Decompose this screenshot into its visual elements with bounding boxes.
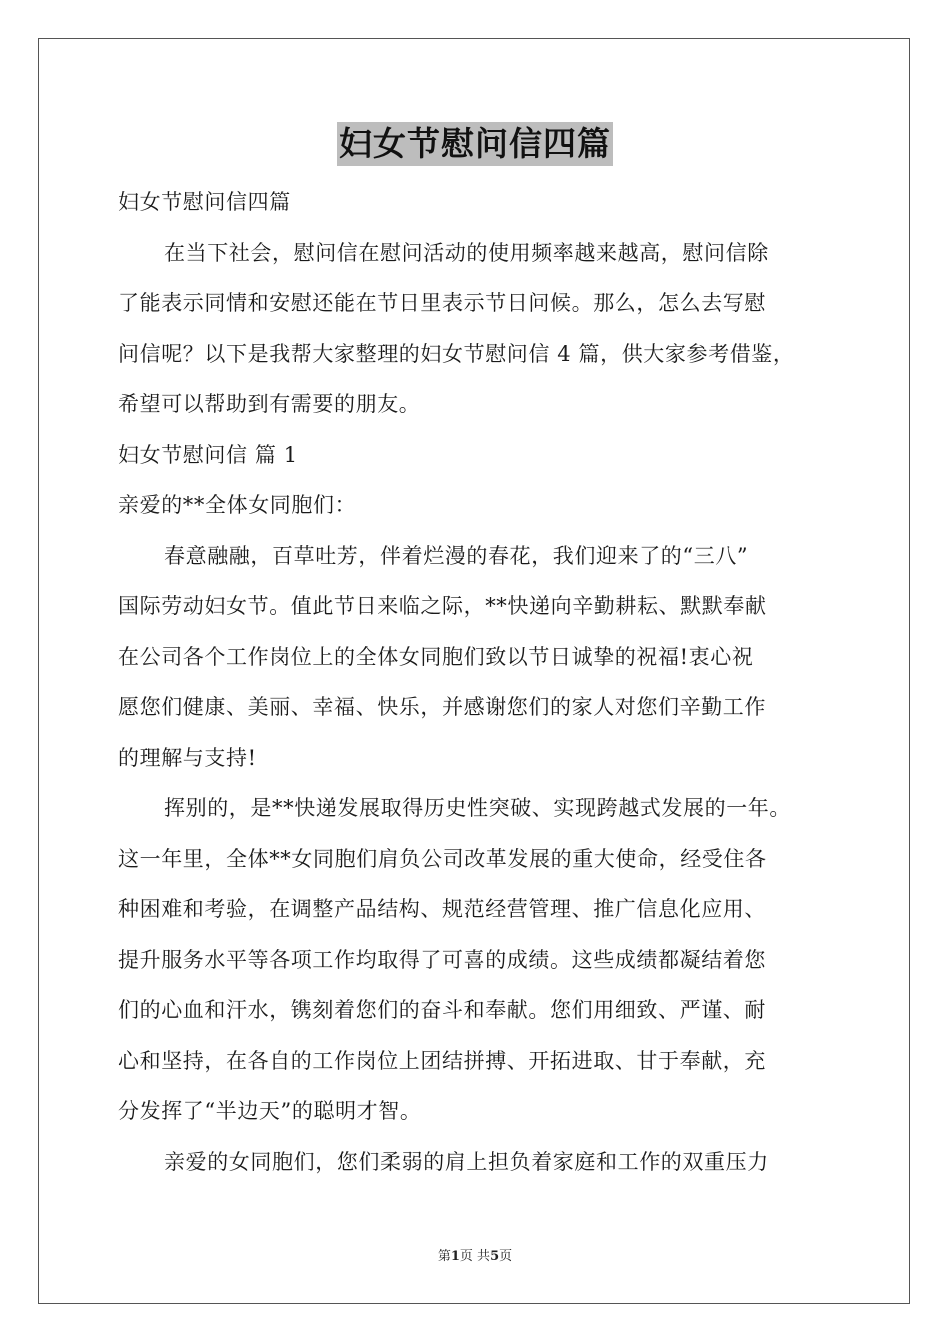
text-line: 妇女节慰问信 篇 1	[118, 442, 298, 467]
footer-page-number: 1	[450, 1249, 460, 1264]
document-body	[118, 177, 838, 1187]
document-title: 妇女节慰问信四篇	[337, 122, 613, 166]
text-line: 春意融融，百草吐芳，伴着烂漫的春花，我们迎来了的“三八”	[164, 543, 749, 568]
text-line: 的理解与支持!	[118, 745, 257, 770]
footer-prefix: 第	[437, 1249, 451, 1264]
text-line: 亲爱的女同胞们，您们柔弱的肩上担负着家庭和工作的双重压力	[164, 1149, 769, 1174]
text-line: 希望可以帮助到有需要的朋友。	[118, 392, 421, 416]
text-line: 提升服务水平等各项工作均取得了可喜的成绩。这些成绩都凝结着您	[118, 947, 766, 972]
footer-total-pages: 5	[490, 1249, 500, 1264]
text-line: 妇女节慰问信四篇	[118, 190, 291, 214]
text-line: 国际劳动妇女节。值此节日来临之际，**快递向辛勤耕耘、默默奉献	[118, 594, 767, 618]
text-line: 分发挥了“半边天”的聪明才智。	[118, 1099, 422, 1123]
footer-mid: 页 共	[459, 1249, 491, 1264]
page-footer	[0, 1245, 950, 1264]
text-line: 这一年里，全体**女同胞们肩负公司改革发展的重大使命，经受住各	[118, 846, 767, 871]
title-container	[0, 122, 950, 166]
text-line: 挥别的，是**快递发展取得历史性突破、实现跨越式发展的一年。	[164, 796, 791, 820]
text-line: 问信呢？以下是我帮大家整理的妇女节慰问信 4 篇，供大家参考借鉴，	[118, 341, 795, 366]
text-line: 心和坚持，在各自的工作岗位上团结拼搏、开拓进取、甘于奉献，充	[118, 1048, 766, 1073]
text-line: 种困难和考验，在调整产品结构、规范经营管理、推广信息化应用、	[118, 897, 766, 921]
text-line: 亲爱的**全体女同胞们：	[118, 493, 357, 517]
footer-suffix: 页	[499, 1249, 513, 1264]
text-line: 在当下社会，慰问信在慰问活动的使用频率越来越高，慰问信除	[164, 240, 769, 265]
text-line: 了能表示同情和安慰还能在节日里表示节日问候。那么，怎么去写慰	[118, 291, 766, 315]
text-line: 们的心血和汗水，镌刻着您们的奋斗和奉献。您们用细致、严谨、耐	[118, 998, 766, 1022]
text-line: 在公司各个工作岗位上的全体女同胞们致以节日诚挚的祝福!衷心祝	[118, 644, 754, 669]
text-line: 愿您们健康、美丽、幸福、快乐，并感谢您们的家人对您们辛勤工作	[118, 695, 766, 719]
